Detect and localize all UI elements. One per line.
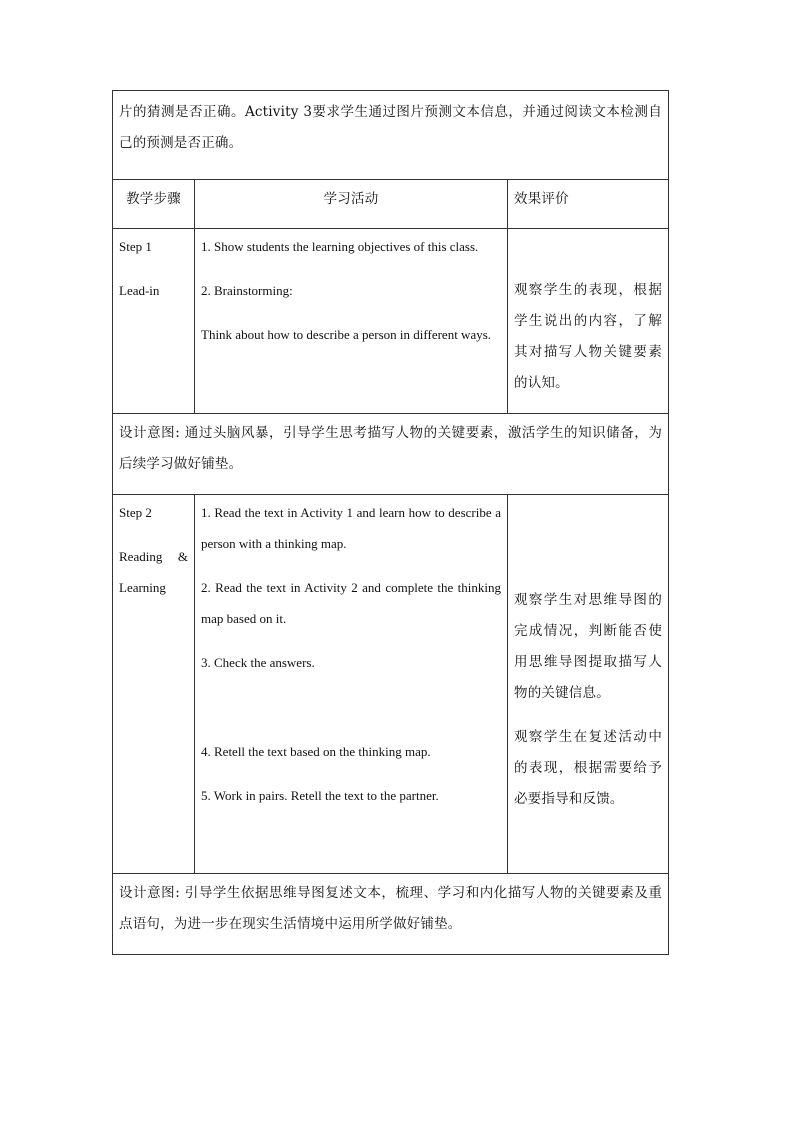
step2-activity-2: 2. Read the text in Activity 2 and complete the thinking map based on it. [201, 580, 501, 626]
step2-design-intent: 设计意图: 引导学生依据思维导图复述文本，梳理、学习和内化描写人物的关键要素及重点语句，为进一步在现实生活情境中运用所学做好铺垫。 [119, 885, 663, 932]
step1-design-intent: 设计意图: 通过头脑风暴，引导学生思考描写人物的关键要素，激活学生的知识储备，为后续学习做好铺垫。 [119, 425, 663, 472]
step2-activity-3: 3. Check the answers. [201, 655, 315, 670]
step2-row [113, 495, 669, 874]
step2-label: Step 2 [119, 505, 152, 520]
step1-evaluation: 观察学生的表现，根据学生说出的内容，了解其对描写人物关键要素的认知。 [514, 282, 663, 391]
step2-name: Reading & Learning [119, 549, 188, 595]
step2-evaluation-2: 观察学生在复述活动中的表现，根据需要给予必要指导和反馈。 [514, 729, 663, 807]
header-step: 教学步骤 [126, 191, 181, 207]
step1-row [113, 229, 669, 414]
step2-activity-5: 5. Work in pairs. Retell the text to the partner. [201, 788, 439, 803]
step2-design-row [113, 874, 669, 955]
step2-activity-1: 1. Read the text in Activity 1 and learn how to describe a person with a thinking map. [201, 505, 501, 551]
step1-activity-3: Think about how to describe a person in different ways. [201, 327, 492, 342]
step1-design-row [113, 414, 669, 495]
intro-text: 片的猜测是否正确。Activity 3要求学生通过图片预测文本信息，并通过阅读文本检测自己的预测是否正确。 [119, 104, 663, 151]
step1-name: Lead-in [119, 283, 160, 298]
header-activity: 学习活动 [323, 191, 379, 207]
step1-label: Step 1 [119, 239, 152, 254]
step1-activity-1: 1. Show students the learning objectives of this class. [201, 239, 479, 254]
intro-row [113, 91, 669, 180]
step1-activity-2: 2. Brainstorming: [201, 283, 293, 298]
step2-activity-4: 4. Retell the text based on the thinking map. [201, 744, 431, 759]
lesson-plan-table [112, 90, 669, 955]
step2-evaluation-1: 观察学生对思维导图的完成情况，判断能否使用思维导图提取描写人物的关键信息。 [514, 592, 663, 701]
header-row [113, 180, 669, 229]
header-evaluation: 效果评价 [514, 191, 569, 207]
